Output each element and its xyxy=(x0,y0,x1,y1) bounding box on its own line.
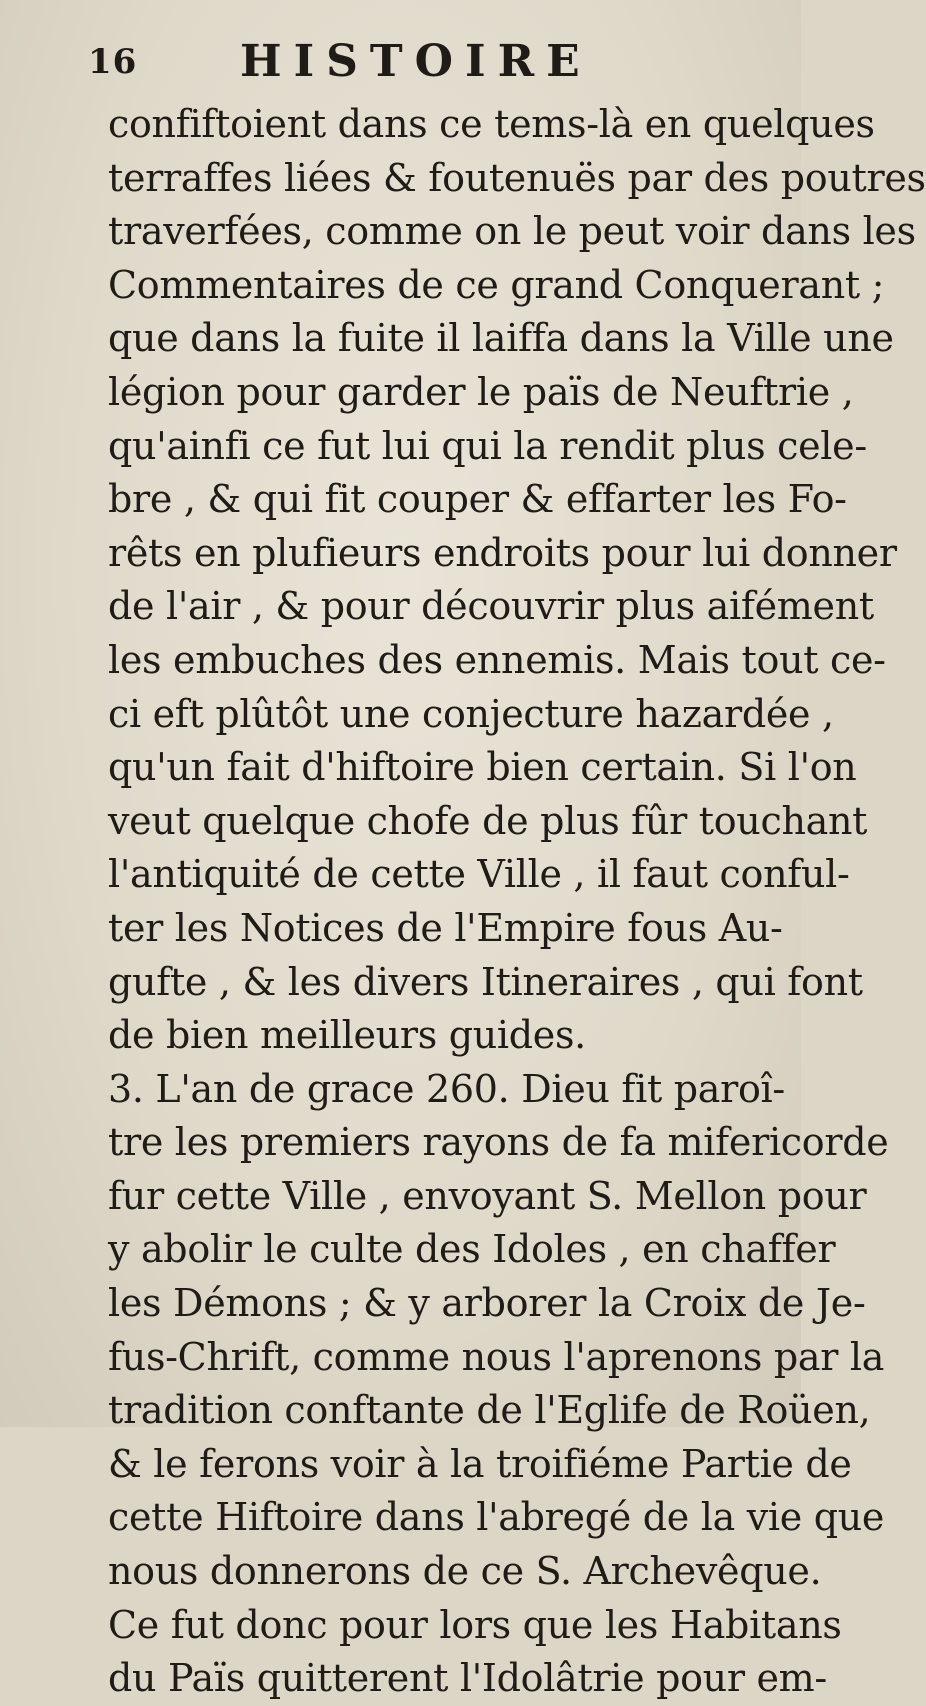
text-line: bre , & qui fit couper & effarter les Fo- xyxy=(108,477,847,522)
text-line: ter les Notices de l'Empire fous Au- xyxy=(108,905,783,950)
text-line: les Démons ; & y arborer la Croix de Je- xyxy=(108,1281,866,1326)
text-line: l'antiquité de cette Ville , il faut conful- xyxy=(108,852,850,897)
body-text xyxy=(108,98,926,1706)
text-line: ci eft plûtôt une conjecture hazardée , xyxy=(108,691,834,736)
text-line: nous donnerons de ce S. Archevêque. xyxy=(108,1549,822,1594)
page-number: 16 xyxy=(88,42,138,82)
text-line: fur cette Ville , envoyant S. Mellon pour xyxy=(108,1173,867,1218)
text-line: veut quelque chofe de plus fûr touchant xyxy=(108,798,868,843)
page-header xyxy=(0,34,801,104)
text-line: que dans la fuite il laiffa dans la Ville une xyxy=(108,316,894,361)
text-line: traverfées, comme on le peut voir dans les xyxy=(108,209,916,254)
text-line: terraffes liées & foutenuës par des poutres xyxy=(108,155,926,200)
text-line: tradition conftante de l'Eglife de Roüen, xyxy=(108,1388,871,1433)
running-head: HISTOIRE xyxy=(240,36,592,87)
text-line: gufte , & les divers Itineraires , qui font xyxy=(108,959,863,1004)
text-line: qu'un fait d'hiftoire bien certain. Si l'on xyxy=(108,745,857,790)
text-line: qu'ainfi ce fut lui qui la rendit plus cele- xyxy=(108,423,867,468)
text-line: fus-Chrift, comme nous l'aprenons par la xyxy=(108,1334,885,1379)
text-line: Commentaires de ce grand Conquerant ; xyxy=(108,262,885,307)
text-line: y abolir le culte des Idoles , en chaffer xyxy=(108,1227,836,1272)
text-line: 3. L'an de grace 260. Dieu fit paroî- xyxy=(108,1066,785,1111)
text-line: tre les premiers rayons de fa mifericorde xyxy=(108,1120,889,1165)
text-line: confiftoient dans ce tems-là en quelques xyxy=(108,102,875,146)
text-line: rêts en plufieurs endroits pour lui donner xyxy=(108,530,897,575)
text-line: cette Hiftoire dans l'abregé de la vie que xyxy=(108,1495,885,1540)
text-line: du Païs quitterent l'Idolâtrie pour em- xyxy=(108,1656,827,1701)
text-line: de l'air , & pour découvrir plus aifément xyxy=(108,584,874,629)
text-line: légion pour garder le païs de Neuftrie , xyxy=(108,369,854,414)
text-line: les embuches des ennemis. Mais tout ce- xyxy=(108,637,886,682)
text-line: de bien meilleurs guides. xyxy=(108,1013,586,1058)
text-line: & le ferons voir à la troifiéme Partie de xyxy=(108,1441,852,1486)
text-line: Ce fut donc pour lors que les Habitans xyxy=(108,1602,842,1647)
